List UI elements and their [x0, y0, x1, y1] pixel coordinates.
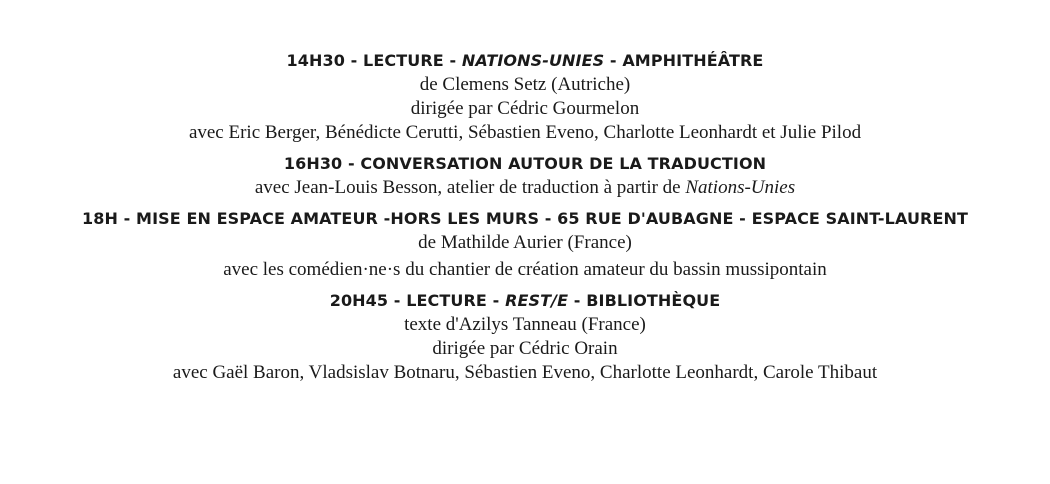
event-heading-text: MISE EN ESPACE AMATEUR -HORS LES MURS - 65 RUE D'AUBAGNE - ESPACE SAINT-LAURENT — [136, 209, 968, 228]
event-description-title: Nations-Unies — [685, 177, 796, 198]
event-heading: 16H30 - CONVERSATION AUTOUR DE LA TRADUCTION — [283, 154, 767, 173]
event-description-text: avec Jean-Louis Besson, atelier de traduction à partir de — [254, 177, 681, 198]
event-heading: 18H - MISE EN ESPACE AMATEUR -HORS LES MURS - 65 RUE D'AUBAGNE - ESPACE SAINT-LAURENT — [81, 209, 968, 228]
event-time: 16H30 — [283, 154, 343, 173]
event-heading: 14H30 - LECTURE - NATIONS-UNIES - AMPHITHÉÂTRE — [286, 51, 764, 70]
event-title: REST/E — [505, 291, 569, 310]
event-heading-text: CONVERSATION AUTOUR DE LA TRADUCTION — [360, 154, 767, 173]
event-time: 14H30 — [286, 51, 345, 70]
event-author: texte d'Azilys Tanneau (France) — [404, 314, 646, 335]
event-1430 — [0, 49, 1050, 145]
event-author: de Clemens Setz (Autriche) — [419, 74, 631, 95]
event-type: LECTURE — [406, 291, 487, 310]
event-cast: avec Gaël Baron, Vladsislav Botnaru, Sébastien Eveno, Charlotte Leonhardt, Carole Thibaut — [172, 362, 878, 383]
event-director: dirigée par Cédric Gourmelon — [410, 98, 640, 119]
event-title: NATIONS-UNIES — [461, 51, 605, 70]
event-place: AMPHITHÉÂTRE — [622, 51, 764, 70]
event-time: 18H — [81, 209, 118, 228]
event-heading: 20H45 - LECTURE - REST/E - BIBLIOTHÈQUE — [329, 291, 721, 310]
event-time: 20H45 — [329, 291, 389, 310]
event-director: dirigée par Cédric Orain — [432, 338, 618, 359]
event-18h — [0, 207, 1050, 282]
event-place: BIBLIOTHÈQUE — [586, 291, 721, 310]
event-description — [0, 176, 1050, 200]
event-type: LECTURE — [363, 51, 444, 70]
event-author: de Mathilde Aurier (France) — [418, 232, 632, 253]
program-listing — [0, 49, 1050, 385]
event-cast: avec Eric Berger, Bénédicte Cerutti, Sébastien Eveno, Charlotte Leonhardt et Julie Pilod — [188, 122, 862, 143]
event-cast: avec les comédien·ne·s du chantier de création amateur du bassin mussipontain — [223, 259, 827, 280]
event-2045 — [0, 289, 1050, 385]
event-1630 — [0, 152, 1050, 200]
